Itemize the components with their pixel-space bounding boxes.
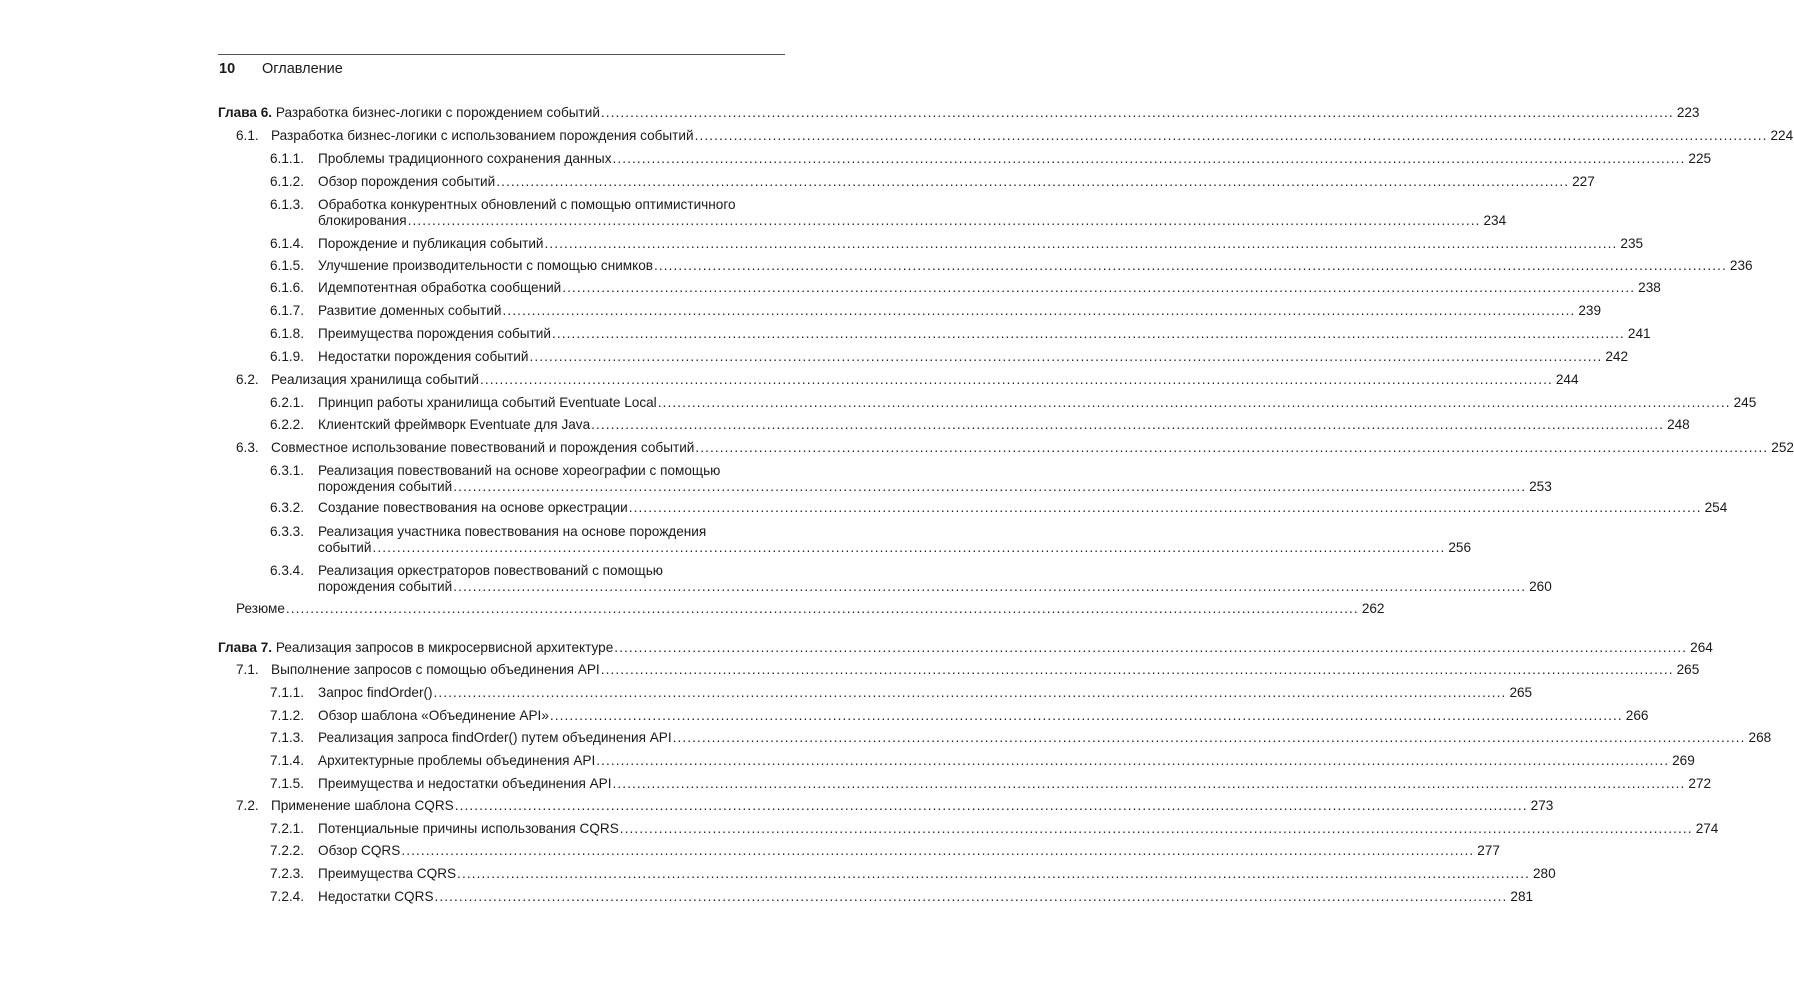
section-number: 6.1.6. [270, 280, 305, 295]
entry-line [318, 479, 1552, 495]
entry-body [318, 821, 1719, 837]
section-number: 6.2.2. [270, 417, 305, 432]
section-number: 6.3.2. [270, 500, 305, 515]
section-number: 6.1.7. [270, 303, 305, 318]
entry-line [318, 540, 1472, 556]
dot-leader: ............................................................................................................................................................................................................................ [496, 174, 1570, 189]
dot-leader: ............................................................................................................................................................................................................................ [657, 395, 1731, 410]
entry-body [318, 463, 1552, 495]
entry-body [318, 889, 1534, 905]
page-ref: 268 [1748, 730, 1772, 745]
dot-leader: ............................................................................................................................................................................................................................ [654, 258, 1727, 273]
entry-line [318, 843, 1500, 859]
section-number: 6.2. [236, 372, 259, 387]
entry-title [218, 640, 613, 656]
entry-title: Преимущества CQRS [318, 866, 457, 881]
page-ref: 266 [1625, 708, 1649, 723]
entry-title: Запрос findOrder() [318, 685, 433, 700]
page-ref: 269 [1672, 753, 1695, 768]
entry-title [218, 105, 600, 121]
entry-title: Улучшение производительности с помощью снимков [318, 258, 654, 273]
dot-leader: ............................................................................................................................................................................................................................ [591, 417, 1665, 432]
entry-body [318, 395, 1757, 411]
entry-line [318, 174, 1595, 190]
entry-title: Резюме [236, 601, 285, 616]
section-number: 6.1. [236, 128, 259, 143]
entry-title: Преимущества порождения событий [318, 326, 551, 341]
entry-title: Реализация хранилища событий [271, 372, 479, 387]
page-ref: 223 [1676, 105, 1700, 120]
entry-title: Преимущества и недостатки объединения API [318, 776, 612, 791]
dot-leader: ............................................................................................................................................................................................................................ [695, 440, 1769, 455]
dot-leader: ............................................................................................................................................................................................................................ [407, 213, 1481, 228]
entry-title: Порождение и публикация событий [318, 236, 544, 251]
section-number: 7.2.4. [270, 889, 305, 904]
entry-body [318, 151, 1712, 167]
dot-leader: ............................................................................................................................................................................................................................ [600, 662, 1674, 677]
entry-title: Обзор порождения событий [318, 174, 496, 189]
entry-title: событий [318, 540, 372, 555]
entry-line [271, 372, 1579, 388]
entry-title-line: Обработка конкурентных обновлений с помощью оптимистичного [318, 197, 736, 212]
dot-leader: ............................................................................................................................................................................................................................ [619, 821, 1693, 836]
dot-leader: ............................................................................................................................................................................................................................ [479, 372, 1553, 387]
dot-leader: ............................................................................................................................................................................................................................ [434, 889, 1508, 904]
entry-body [318, 753, 1695, 769]
dot-leader: ............................................................................................................................................................................................................................ [454, 798, 1528, 813]
entry-body [318, 197, 1507, 229]
chapter-title: Реализация запросов в микросервисной архитектуре [275, 640, 614, 655]
entry-line [318, 151, 1712, 167]
page-ref: 274 [1695, 821, 1719, 836]
dot-leader: ............................................................................................................................................................................................................................ [672, 730, 1746, 745]
entry-line [318, 303, 1602, 319]
entry-body [271, 372, 1579, 388]
entry-body [318, 303, 1602, 319]
entry-title: Выполнение запросов с помощью объединения API [271, 662, 600, 677]
book-page [218, 0, 1794, 1000]
page-ref: 235 [1620, 236, 1644, 251]
section-number: 6.3.4. [270, 563, 305, 578]
section-number: 6.2.1. [270, 395, 305, 410]
page-ref: 236 [1729, 258, 1753, 273]
entry-body [318, 776, 1712, 792]
page-ref: 265 [1676, 662, 1700, 677]
entry-line [318, 753, 1695, 769]
entry-title: Обзор CQRS [318, 843, 401, 858]
page-ref: 242 [1605, 349, 1629, 364]
dot-leader: ............................................................................................................................................................................................................................ [544, 236, 1618, 251]
section-number: 6.1.9. [270, 349, 305, 364]
page-ref: 272 [1688, 776, 1712, 791]
entry-body [318, 730, 1772, 746]
entry-line [271, 798, 1554, 814]
entry-body [218, 105, 1700, 121]
dot-leader: ............................................................................................................................................................................................................................ [457, 866, 1530, 881]
section-number: 7.1.3. [270, 730, 305, 745]
dot-leader: ............................................................................................................................................................................................................................ [372, 540, 1446, 555]
section-number: 7.1.2. [270, 708, 305, 723]
entry-title-line: Реализация повествований на основе хореографии с помощью [318, 463, 721, 478]
entry-title: Разработка бизнес-логики с использованием порождения событий [271, 128, 694, 143]
entry-title: Развитие доменных событий [318, 303, 502, 318]
page-ref: 225 [1688, 151, 1712, 166]
entry-line [218, 640, 1713, 656]
entry-line [318, 889, 1534, 905]
entry-title: Недостатки порождения событий [318, 349, 529, 364]
page-ref: 238 [1638, 280, 1661, 295]
page-ref: 244 [1555, 372, 1579, 387]
entry-body [318, 174, 1595, 190]
entry-line [318, 500, 1728, 516]
page-ref: 224 [1770, 128, 1794, 143]
section-number: 6.1.5. [270, 258, 305, 273]
entry-line [236, 601, 1385, 617]
entry-line [318, 866, 1556, 882]
entry-body [318, 258, 1753, 274]
page-ref: 273 [1530, 798, 1554, 813]
section-number: 6.3. [236, 440, 259, 455]
section-number: 7.1.1. [270, 685, 305, 700]
page-ref: 281 [1510, 889, 1534, 904]
entry-line [318, 776, 1712, 792]
entry-body [318, 417, 1690, 433]
dot-leader: ............................................................................................................................................................................................................................ [502, 303, 1576, 318]
entry-body [318, 708, 1649, 724]
dot-leader: ............................................................................................................................................................................................................................ [612, 776, 1686, 791]
entry-title: Принцип работы хранилища событий Eventuate Local [318, 395, 657, 410]
section-number: 6.1.4. [270, 236, 305, 251]
entry-title: Обзор шаблона «Объединение API» [318, 708, 549, 723]
entry-title-line: Реализация участника повествования на основе порождения [318, 524, 707, 539]
entry-line [271, 440, 1794, 456]
section-number: 6.3.1. [270, 463, 305, 478]
entry-title-line: Реализация оркестраторов повествований с помощью [318, 563, 663, 578]
entry-title: Проблемы традиционного сохранения данных [318, 151, 612, 166]
section-number: 7.1.4. [270, 753, 305, 768]
page-ref: 239 [1578, 303, 1602, 318]
entry-line [318, 579, 1552, 595]
page-ref: 264 [1690, 640, 1713, 655]
dot-leader: ............................................................................................................................................................................................................................ [614, 640, 1688, 655]
page-ref: 227 [1572, 174, 1595, 189]
section-number: 6.1.2. [270, 174, 305, 189]
entry-body [271, 128, 1794, 144]
section-number: 7.1. [236, 662, 259, 677]
entry-body [218, 640, 1713, 656]
entry-line [318, 258, 1753, 274]
dot-leader: ............................................................................................................................................................................................................................ [453, 579, 1527, 594]
entry-title: Потенциальные причины использования CQRS [318, 821, 619, 836]
entry-title: порождения событий [318, 579, 453, 594]
entry-title: Недостатки CQRS [318, 889, 434, 904]
page-ref: 252 [1771, 440, 1794, 455]
dot-leader: ............................................................................................................................................................................................................................ [612, 151, 1686, 166]
entry-line [271, 662, 1700, 678]
dot-leader: ............................................................................................................................................................................................................................ [596, 753, 1670, 768]
chapter-label: Глава 6. [218, 105, 273, 120]
entry-body [318, 500, 1728, 516]
entry-title: Клиентский фреймворк Eventuate для Java [318, 417, 591, 432]
entry-body [318, 563, 1552, 595]
entry-body [318, 866, 1556, 882]
page-ref: 256 [1448, 540, 1472, 555]
entry-line [318, 213, 1507, 229]
dot-leader: ............................................................................................................................................................................................................................ [694, 128, 1768, 143]
entry-line [318, 417, 1690, 433]
chapter-title: Разработка бизнес-логики с порождением событий [275, 105, 600, 120]
running-head [218, 54, 785, 81]
page-ref: 262 [1361, 601, 1385, 616]
page-ref: 241 [1627, 326, 1651, 341]
dot-leader: ............................................................................................................................................................................................................................ [562, 280, 1636, 295]
page-number: 10 [219, 61, 236, 77]
entry-line [318, 730, 1772, 746]
section-number: 6.1.8. [270, 326, 305, 341]
dot-leader: ............................................................................................................................................................................................................................ [552, 326, 1625, 341]
section-number: 7.2. [236, 798, 259, 813]
section-number: 6.1.3. [270, 197, 305, 212]
entry-body [318, 349, 1629, 365]
running-title: Оглавление [262, 61, 343, 77]
section-number: 7.2.1. [270, 821, 305, 836]
dot-leader: ............................................................................................................................................................................................................................ [529, 349, 1603, 364]
page-ref: 260 [1529, 579, 1552, 594]
dot-leader: ............................................................................................................................................................................................................................ [453, 479, 1527, 494]
entry-title: Применение шаблона CQRS [271, 798, 454, 813]
dot-leader: ............................................................................................................................................................................................................................ [549, 708, 1623, 723]
entry-title: Реализация запроса findOrder() путем объединения API [318, 730, 672, 745]
entry-line [271, 128, 1794, 144]
entry-line [318, 685, 1533, 701]
section-number: 6.1.1. [270, 151, 305, 166]
entry-line [318, 708, 1649, 724]
entry-line [318, 326, 1651, 342]
page-ref: 280 [1532, 866, 1556, 881]
section-number: 7.2.3. [270, 866, 305, 881]
dot-leader: ............................................................................................................................................................................................................................ [401, 843, 1475, 858]
entry-body [318, 280, 1661, 296]
dot-leader: ............................................................................................................................................................................................................................ [433, 685, 1507, 700]
entry-line [318, 349, 1629, 365]
entry-body [271, 798, 1554, 814]
entry-line [318, 236, 1644, 252]
page-ref: 234 [1483, 213, 1507, 228]
entry-body [271, 662, 1700, 678]
entry-title: блокирования [318, 213, 407, 228]
entry-title: порождения событий [318, 479, 453, 494]
entry-body [318, 685, 1533, 701]
entry-title: Совместное использование повествований и порождения событий [271, 440, 695, 455]
entry-body [236, 601, 1385, 617]
entry-title: Идемпотентная обработка сообщений [318, 280, 562, 295]
entry-body [318, 236, 1644, 252]
entry-line [318, 280, 1661, 296]
chapter-label: Глава 7. [218, 640, 273, 655]
page-ref: 248 [1667, 417, 1690, 432]
entry-body [318, 326, 1651, 342]
entry-body [318, 843, 1500, 859]
entry-line [218, 105, 1700, 121]
dot-leader: ............................................................................................................................................................................................................................ [628, 500, 1702, 515]
section-number: 6.3.3. [270, 524, 305, 539]
section-number: 7.1.5. [270, 776, 305, 791]
entry-title: Архитектурные проблемы объединения API [318, 753, 596, 768]
page-ref: 245 [1733, 395, 1757, 410]
entry-body [318, 524, 1472, 556]
entry-line [318, 395, 1757, 411]
entry-title: Создание повествования на основе оркестрации [318, 500, 628, 515]
dot-leader: ............................................................................................................................................................................................................................ [285, 601, 1359, 616]
page-ref: 253 [1529, 479, 1552, 494]
page-ref: 265 [1509, 685, 1533, 700]
section-number: 7.2.2. [270, 843, 305, 858]
page-ref: 254 [1704, 500, 1728, 515]
page-ref: 277 [1477, 843, 1500, 858]
entry-line [318, 821, 1719, 837]
dot-leader: ............................................................................................................................................................................................................................ [600, 105, 1674, 120]
entry-body [271, 440, 1794, 456]
